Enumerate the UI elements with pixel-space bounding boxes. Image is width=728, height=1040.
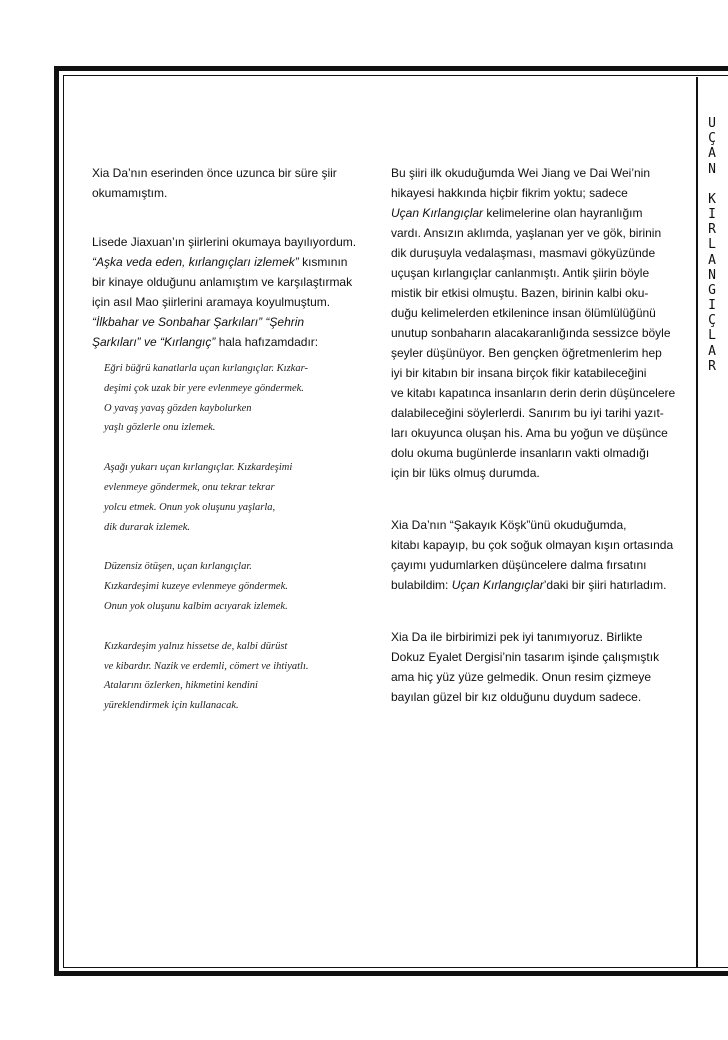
- title-letter: K: [708, 191, 716, 207]
- poem-line: deşimi çok uzak bir yere evlenmeye göndermek.: [104, 382, 304, 394]
- text-line: ları okuyunca oluşan his. Ama bu yoğun ve düşünce: [391, 426, 668, 440]
- text-line: duğu kelimelerden etkilenince insan ölümlülüğünü: [391, 306, 656, 320]
- text-line: şeyler düşünüyor. Ben gençken öğretmenlerim hep: [391, 346, 662, 360]
- poem-line: Eğri büğrü kanatlarla uçan kırlangıçlar. Kızkar-: [104, 363, 308, 374]
- text-line: Lisede Jiaxuan’ın şiirlerini okumaya bayılıyordum.: [92, 235, 357, 249]
- text-line: kitabı kapayıp, bu çok soğuk olmayan kışın ortasında: [391, 538, 674, 552]
- italic-quote: “Aşka veda eden, kırlangıçları izlemek”: [92, 255, 299, 269]
- italic-title: Uçan Kırlangıçlar: [391, 206, 484, 220]
- poem-block: [104, 359, 374, 716]
- poem-line: Kızkardeşim yalnız hissetse de, kalbi dürüst: [104, 640, 288, 652]
- text-span: bulabildim:: [391, 578, 452, 592]
- text-line: Xia Da’nın “Şakayık Köşk”ünü okuduğumda,: [391, 518, 627, 532]
- text-span: ’daki bir şiiri hatırladım.: [543, 578, 667, 592]
- text-line: hikayesi hakkında hiçbir fikrim yoktu; sadece: [391, 186, 628, 200]
- text-line: iyi bir kitabın bir insana birçok fikir katabileceğini: [391, 366, 647, 380]
- text-line: mistik bir etkisi olmuştu. Bazen, birinin kalbi oku-: [391, 286, 649, 300]
- title-letter: L: [708, 328, 716, 344]
- poem-line: dik durarak izlemek.: [104, 521, 191, 533]
- text-line: Xia Da ile birbirimizi pek iyi tanımıyoruz. Birlikte: [391, 630, 643, 644]
- text-line: Bu şiiri ilk okuduğumda Wei Jiang ve Dai Wei’nin: [391, 166, 651, 180]
- text-line: için asıl Mao şiirlerini aramaya koyulmuştum.: [92, 295, 331, 309]
- text-line: [92, 332, 382, 352]
- text-line: [391, 575, 691, 595]
- title-letter: G: [708, 282, 716, 298]
- title-letter: I: [708, 298, 716, 314]
- title-letter: A: [708, 146, 716, 162]
- title-letter: R: [708, 222, 716, 238]
- poem-line: ve kibardır. Nazik ve erdemli, cömert ve ihtiyatlı.: [104, 660, 309, 672]
- vertical-title: [700, 116, 724, 374]
- title-letter: N: [708, 267, 716, 283]
- text-line: çayımı yudumlarken düşüncelere dalma fırsatını: [391, 558, 647, 572]
- text-span: kelimelerine olan hayranlığım: [483, 206, 643, 220]
- text-line: uçuşan kırlangıçlar canlanmıştı. Antik şiirin böyle: [391, 266, 650, 280]
- text-line: dolu okuma bugünlerde insanların vakti olmadığı: [391, 446, 650, 460]
- italic-quote: Şarkıları” ve “Kırlangıç”: [92, 335, 216, 349]
- left-column: [92, 163, 382, 352]
- poem-line: Düzensiz ötüşen, uçan kırlangıçlar.: [104, 561, 252, 573]
- title-letter: Ç: [708, 131, 716, 147]
- poem-line: O yavaş yavaş gözden kaybolurken: [104, 402, 252, 414]
- text-span: hala hafızamdadır:: [215, 335, 319, 349]
- title-letter: U: [708, 116, 716, 131]
- text-line: [92, 312, 382, 332]
- poem-line: Onun yok oluşunu kalbim acıyarak izlemek.: [104, 600, 288, 612]
- text-line: vardı. Ansızın aklımda, yaşlanan yer ve gök, birinin: [391, 226, 662, 240]
- poem-line: evlenmeye göndermek, onu tekrar tekrar: [104, 481, 275, 493]
- title-letter: N: [708, 161, 716, 177]
- title-letter: Ç: [708, 313, 716, 329]
- text-line: bir kinaye olduğunu anlamıştım ve karşılaştırmak: [92, 275, 353, 289]
- italic-quote: “İlkbahar ve Sonbahar Şarkıları” “Şehrin: [92, 315, 305, 329]
- text-line: unutup sonbaharın alacakaranlığında sessizce böyle: [391, 326, 671, 340]
- poem-line: Aşağı yukarı uçan kırlangıçlar. Kızkardeşimi: [104, 462, 293, 474]
- title-letter: R: [708, 358, 716, 374]
- italic-title: Uçan Kırlangıçlar: [451, 578, 544, 592]
- poem-line: yolcu etmek. Onun yok oluşunu yaşlarla,: [104, 501, 276, 513]
- poem-line: Kızkardeşimi kuzeye evlenmeye göndermek.: [104, 581, 288, 593]
- text-line: Dokuz Eyalet Dergisi’nin tasarım işinde çalışmıştık: [391, 650, 660, 664]
- text-line: Xia Da’nın eserinden önce uzunca bir süre şiir: [92, 166, 337, 180]
- text-line: okumamıştım.: [92, 186, 168, 200]
- title-letter: A: [708, 343, 716, 359]
- text-line: ve kitabı kapatınca insanların derin derin düşüncelere: [391, 386, 676, 400]
- poem-line: yüreklendirmek için kullanacak.: [104, 700, 239, 712]
- text-line: bayılan güzel bir kız olduğunu duydum sadece.: [391, 690, 642, 704]
- title-letter: L: [708, 237, 716, 253]
- poem-line: yaşlı gözlerle onu izlemek.: [104, 422, 216, 434]
- title-letter: I: [708, 206, 716, 222]
- text-line: dik duruşuyla vedalaşması, masmavi gökyüzünde: [391, 246, 656, 260]
- title-letter: A: [708, 252, 716, 268]
- text-span: kısmının: [298, 255, 348, 269]
- text-line: ama hiç yüz yüze gelmedik. Onun resim çizmeye: [391, 670, 652, 684]
- text-line: için bir lüks olmuş durumda.: [391, 466, 540, 480]
- poem-line: Atalarını özlerken, hikmetini kendini: [104, 680, 258, 692]
- right-column: [391, 163, 691, 707]
- text-line: dalabileceğini söylerlerdi. Sanırım bu iyi tarihi yazıt-: [391, 406, 664, 420]
- title-divider-rule: [696, 77, 698, 967]
- text-line: [92, 252, 382, 272]
- text-line: [391, 203, 691, 223]
